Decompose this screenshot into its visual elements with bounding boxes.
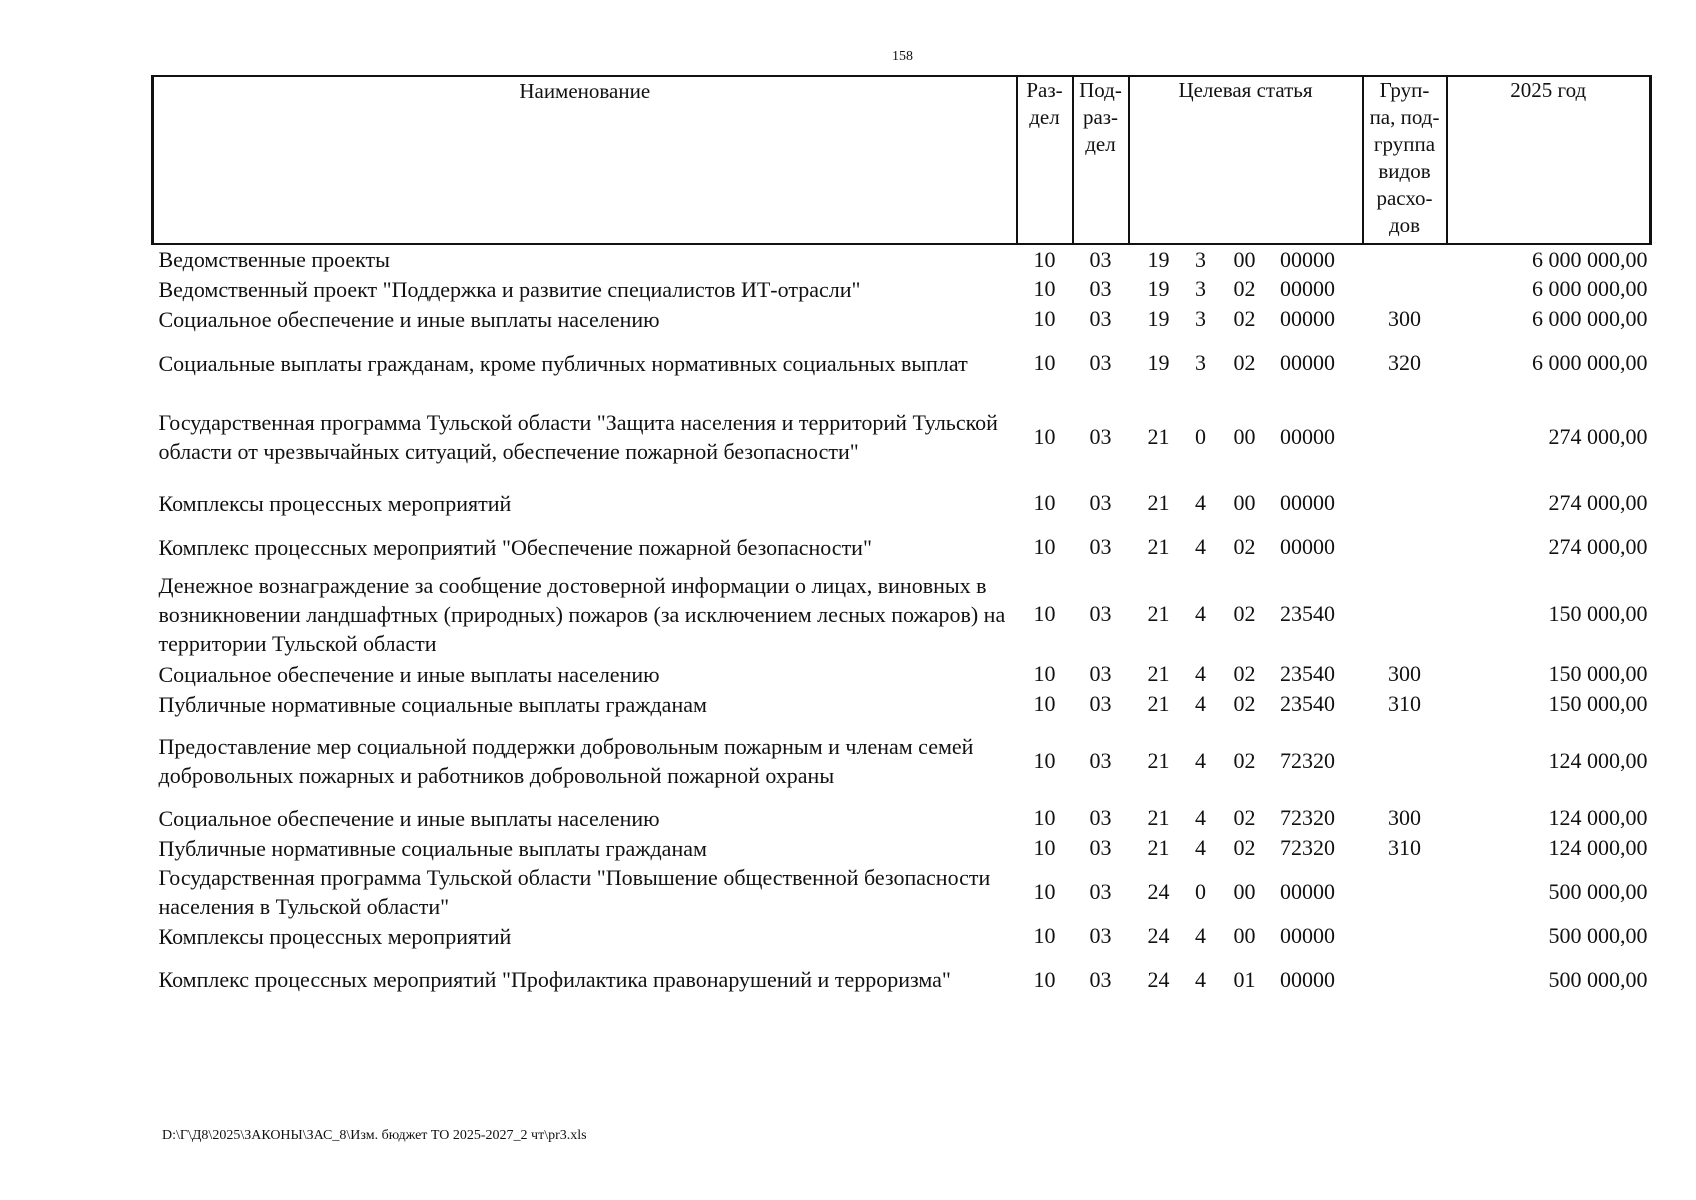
row-podrazdel: 03 [1089,835,1112,860]
table-row [153,481,1651,525]
row-target-t1: 21 [1147,691,1170,716]
row-target-t2: 4 [1195,835,1206,860]
row-razdel: 10 [1033,276,1056,301]
row-razdel: 10 [1033,966,1056,992]
table-row [153,803,1651,833]
row-target-t1: 19 [1147,350,1170,375]
row-name: Ведомственные проекты [158,247,390,272]
row-target-t3: 00 [1233,246,1256,272]
row-target-t3: 00 [1233,490,1256,515]
row-target-codes [1129,350,1363,376]
row-target-t3: 02 [1233,691,1256,716]
row-podrazdel: 03 [1089,805,1112,830]
row-group [1363,863,1447,921]
row-sum: 6 000 000,00 [1532,350,1648,375]
row-sum: 6 000 000,00 [1532,276,1648,301]
header-group-line: расхо- [1376,186,1433,210]
row-target-t2: 4 [1195,490,1206,515]
row-sum: 150 000,00 [1548,691,1648,716]
row-sum: 500 000,00 [1548,923,1648,948]
row-name: Государственная программа Тульской области "Повышение общественной безопасности населения в Тульской области" [158,865,991,919]
row-target-codes [1129,691,1363,717]
row-target-t1: 19 [1147,246,1170,272]
row-target-t4: 00000 [1280,923,1335,948]
row-target-codes [1129,967,1363,993]
row-podrazdel: 03 [1089,691,1112,716]
row-razdel: 10 [1033,246,1056,272]
table-row [153,274,1651,304]
row-name: Комплексы процессных мероприятий [158,490,512,516]
row-target [1129,921,1363,951]
row-target-t4: 00000 [1280,350,1335,375]
row-target-t4: 00000 [1280,276,1335,301]
table-row [153,334,1651,392]
row-target-t4: 00000 [1280,966,1335,992]
row-target-t1: 21 [1147,661,1170,686]
row-target-codes [1129,601,1363,627]
row-target-t2: 3 [1195,306,1206,331]
row-target-t4: 00000 [1280,306,1335,331]
row-target-codes [1129,276,1363,302]
row-sum: 274 000,00 [1548,490,1648,515]
row-name: Социальные выплаты гражданам, кроме публичных нормативных социальных выплат [158,350,968,376]
row-name: Ведомственный проект "Поддержка и развитие специалистов ИТ-отрасли" [158,276,861,302]
table-row [153,569,1651,659]
row-name: Денежное вознаграждение за сообщение достоверной информации о лицах, виновных в возникновении ландшафтных (природных) пожаров (за исключением лесных пожаров) на территории Тульской области [158,572,1006,656]
row-sum: 6 000 000,00 [1532,246,1648,272]
row-target-t4: 72320 [1280,748,1335,773]
header-name: Наименование [153,76,1017,244]
row-target-codes [1129,923,1363,949]
table-row [153,719,1651,803]
table-row [153,951,1651,1008]
row-target-t1: 21 [1147,423,1170,449]
row-target-t2: 4 [1195,805,1206,830]
row-razdel: 10 [1033,879,1056,904]
row-target-t2: 0 [1195,879,1206,904]
file-path-footer: D:\Г\Д8\2025\ЗАКОНЫ\ЗАС_8\Изм. бюджет ТО 2025-2027_2 чт\pr3.xls [162,1128,587,1143]
row-podrazdel: 03 [1089,423,1112,449]
row-podrazdel: 03 [1089,661,1112,686]
row-group [1363,921,1447,951]
row-name: Комплекс процессных мероприятий "Обеспечение пожарной безопасности" [158,534,872,560]
row-target-t4: 23540 [1280,691,1335,716]
row-target-codes [1129,534,1363,560]
row-target-t4: 00000 [1280,246,1335,272]
row-razdel: 10 [1033,691,1056,716]
row-target [1129,244,1363,274]
row-razdel: 10 [1033,490,1056,515]
row-razdel: 10 [1033,805,1056,830]
row-target [1129,274,1363,304]
row-target-t3: 02 [1233,276,1256,301]
row-name: Комплекс процессных мероприятий "Профилактика правонарушений и терроризма" [158,967,951,992]
row-target-codes [1129,306,1363,332]
row-podrazdel: 03 [1089,923,1112,948]
header-razdel-line: дел [1029,105,1060,129]
row-target-t1: 21 [1147,490,1170,515]
header-group-line: группа [1373,132,1436,156]
table-row [153,863,1651,921]
row-sum: 500 000,00 [1548,879,1648,904]
row-target-t2: 4 [1195,966,1206,992]
row-sum: 124 000,00 [1548,748,1648,773]
row-target-t4: 72320 [1280,805,1335,830]
row-target [1129,659,1363,689]
row-sum: 124 000,00 [1548,805,1648,830]
row-name: Публичные нормативные социальные выплаты гражданам [158,691,707,717]
row-group [1363,244,1447,274]
header-sum: 2025 год [1447,76,1651,244]
row-sum: 6 000 000,00 [1532,306,1648,331]
row-target-codes [1129,748,1363,774]
row-target-t1: 24 [1147,966,1170,992]
row-target-t3: 02 [1233,534,1256,559]
row-target-t4: 23540 [1280,601,1335,626]
row-sum: 124 000,00 [1548,835,1648,860]
row-podrazdel: 03 [1089,490,1112,515]
row-name: Государственная программа Тульской области "Защита населения и территорий Тульской области от чрезвычайных ситуаций, обеспечение пожарной безопасности" [158,409,998,464]
row-name: Публичные нормативные социальные выплаты гражданам [158,835,707,861]
row-target-codes [1129,805,1363,831]
row-target-t2: 3 [1195,276,1206,301]
row-podrazdel: 03 [1089,748,1112,773]
row-razdel: 10 [1033,350,1056,375]
row-razdel: 10 [1033,835,1056,860]
row-target-t3: 01 [1233,966,1256,992]
row-target-codes [1129,661,1363,687]
row-target [1129,719,1363,803]
row-razdel: 10 [1033,306,1056,331]
row-target-t2: 3 [1195,350,1206,375]
row-target-t1: 19 [1147,276,1170,301]
row-target-t3: 00 [1233,923,1256,948]
row-sum: 150 000,00 [1548,661,1648,686]
row-target-t3: 02 [1233,601,1256,626]
row-target-t2: 4 [1195,601,1206,626]
row-razdel: 10 [1033,661,1056,686]
row-group [1363,392,1447,481]
row-podrazdel: 03 [1089,534,1112,559]
row-target [1129,304,1363,334]
row-name: Комплексы процессных мероприятий [158,923,512,949]
row-target-t3: 02 [1233,835,1256,860]
table-header [153,76,1651,244]
row-target-t2: 4 [1195,691,1206,716]
row-target-t3: 00 [1233,879,1256,904]
row-podrazdel: 03 [1089,879,1112,904]
row-target [1129,803,1363,833]
row-podrazdel: 03 [1089,246,1112,272]
row-target [1129,569,1363,659]
header-podrazdel-line: дел [1085,132,1116,156]
table-row [153,525,1651,569]
row-target-t4: 00000 [1280,423,1335,449]
row-target [1129,392,1363,481]
row-target [1129,689,1363,719]
header-podrazdel [1073,76,1129,244]
row-group: 300 [1388,306,1421,331]
row-target-t3: 02 [1233,350,1256,375]
row-target-t3: 02 [1233,748,1256,773]
header-razdel-line: Раз- [1026,78,1063,102]
row-razdel: 10 [1033,923,1056,948]
row-target [1129,951,1363,1008]
header-podrazdel-line: раз- [1082,105,1119,129]
row-group: 320 [1388,350,1421,375]
row-target [1129,481,1363,525]
header-group-line: дов [1388,213,1421,237]
table-row [153,244,1651,274]
page-number: 158 [892,49,913,64]
row-target-t4: 00000 [1280,879,1335,904]
row-target-t2: 3 [1195,246,1206,272]
row-target-t1: 21 [1147,748,1170,773]
row-sum: 274 000,00 [1548,534,1648,559]
row-target-t1: 24 [1147,923,1170,948]
table-body [153,244,1651,1008]
table-row [153,392,1651,481]
row-group: 310 [1388,691,1421,716]
row-target [1129,334,1363,392]
row-podrazdel: 03 [1089,306,1112,331]
row-target-t2: 4 [1195,534,1206,559]
row-group: 300 [1388,661,1421,686]
row-target-t1: 21 [1147,805,1170,830]
header-group-line: па, под- [1369,105,1440,129]
table-row [153,921,1651,951]
row-target-t2: 4 [1195,923,1206,948]
row-target-t1: 21 [1147,534,1170,559]
row-razdel: 10 [1033,534,1056,559]
row-group [1363,569,1447,659]
row-target-t1: 21 [1147,835,1170,860]
header-group-line: Груп- [1379,78,1430,102]
row-podrazdel: 03 [1089,276,1112,301]
row-target-t4: 00000 [1280,534,1335,559]
table-row [153,833,1651,863]
header-group-line: видов [1378,159,1431,183]
row-target-t3: 02 [1233,805,1256,830]
row-target-t4: 23540 [1280,661,1335,686]
header-podrazdel-line: Под- [1079,78,1122,102]
header-target: Целевая статья [1129,76,1363,244]
row-group [1363,525,1447,569]
row-target-t2: 0 [1195,423,1206,449]
row-podrazdel: 03 [1089,601,1112,626]
row-target-t4: 00000 [1280,490,1335,515]
row-target-codes [1129,879,1363,905]
row-razdel: 10 [1033,601,1056,626]
row-target [1129,833,1363,863]
row-target-codes [1129,490,1363,516]
row-podrazdel: 03 [1089,966,1112,992]
row-sum: 150 000,00 [1548,601,1648,626]
table-row [153,659,1651,689]
budget-table [151,75,1652,1008]
row-group [1363,719,1447,803]
table-row [153,689,1651,719]
row-target-t1: 24 [1147,879,1170,904]
row-group: 300 [1388,805,1421,830]
row-target-t2: 4 [1195,748,1206,773]
header-razdel [1017,76,1073,244]
row-sum: 274 000,00 [1548,423,1648,449]
row-target-t4: 72320 [1280,835,1335,860]
row-target-t2: 4 [1195,661,1206,686]
row-target-t1: 19 [1147,306,1170,331]
row-name: Социальное обеспечение и иные выплаты населению [158,661,660,687]
row-target-t1: 21 [1147,601,1170,626]
header-group [1363,76,1447,244]
row-target-t3: 02 [1233,661,1256,686]
row-name: Предоставление мер социальной поддержки добровольным пожарным и членам семей добровольных пожарных и работников добровольной пожарной охраны [158,734,974,788]
row-name: Социальное обеспечение и иные выплаты населению [158,306,660,332]
row-group [1363,951,1447,1008]
table-row [153,304,1651,334]
row-name: Социальное обеспечение и иные выплаты населению [158,805,660,831]
row-target-codes [1129,424,1363,450]
row-sum: 500 000,00 [1548,966,1648,992]
row-group [1363,274,1447,304]
row-podrazdel: 03 [1089,350,1112,375]
row-razdel: 10 [1033,748,1056,773]
row-group [1363,481,1447,525]
row-target-t3: 00 [1233,423,1256,449]
row-target-t3: 02 [1233,306,1256,331]
row-target [1129,525,1363,569]
row-razdel: 10 [1033,423,1056,449]
row-target-codes [1129,247,1363,273]
row-group: 310 [1388,835,1421,860]
row-target-codes [1129,835,1363,861]
row-target [1129,863,1363,921]
